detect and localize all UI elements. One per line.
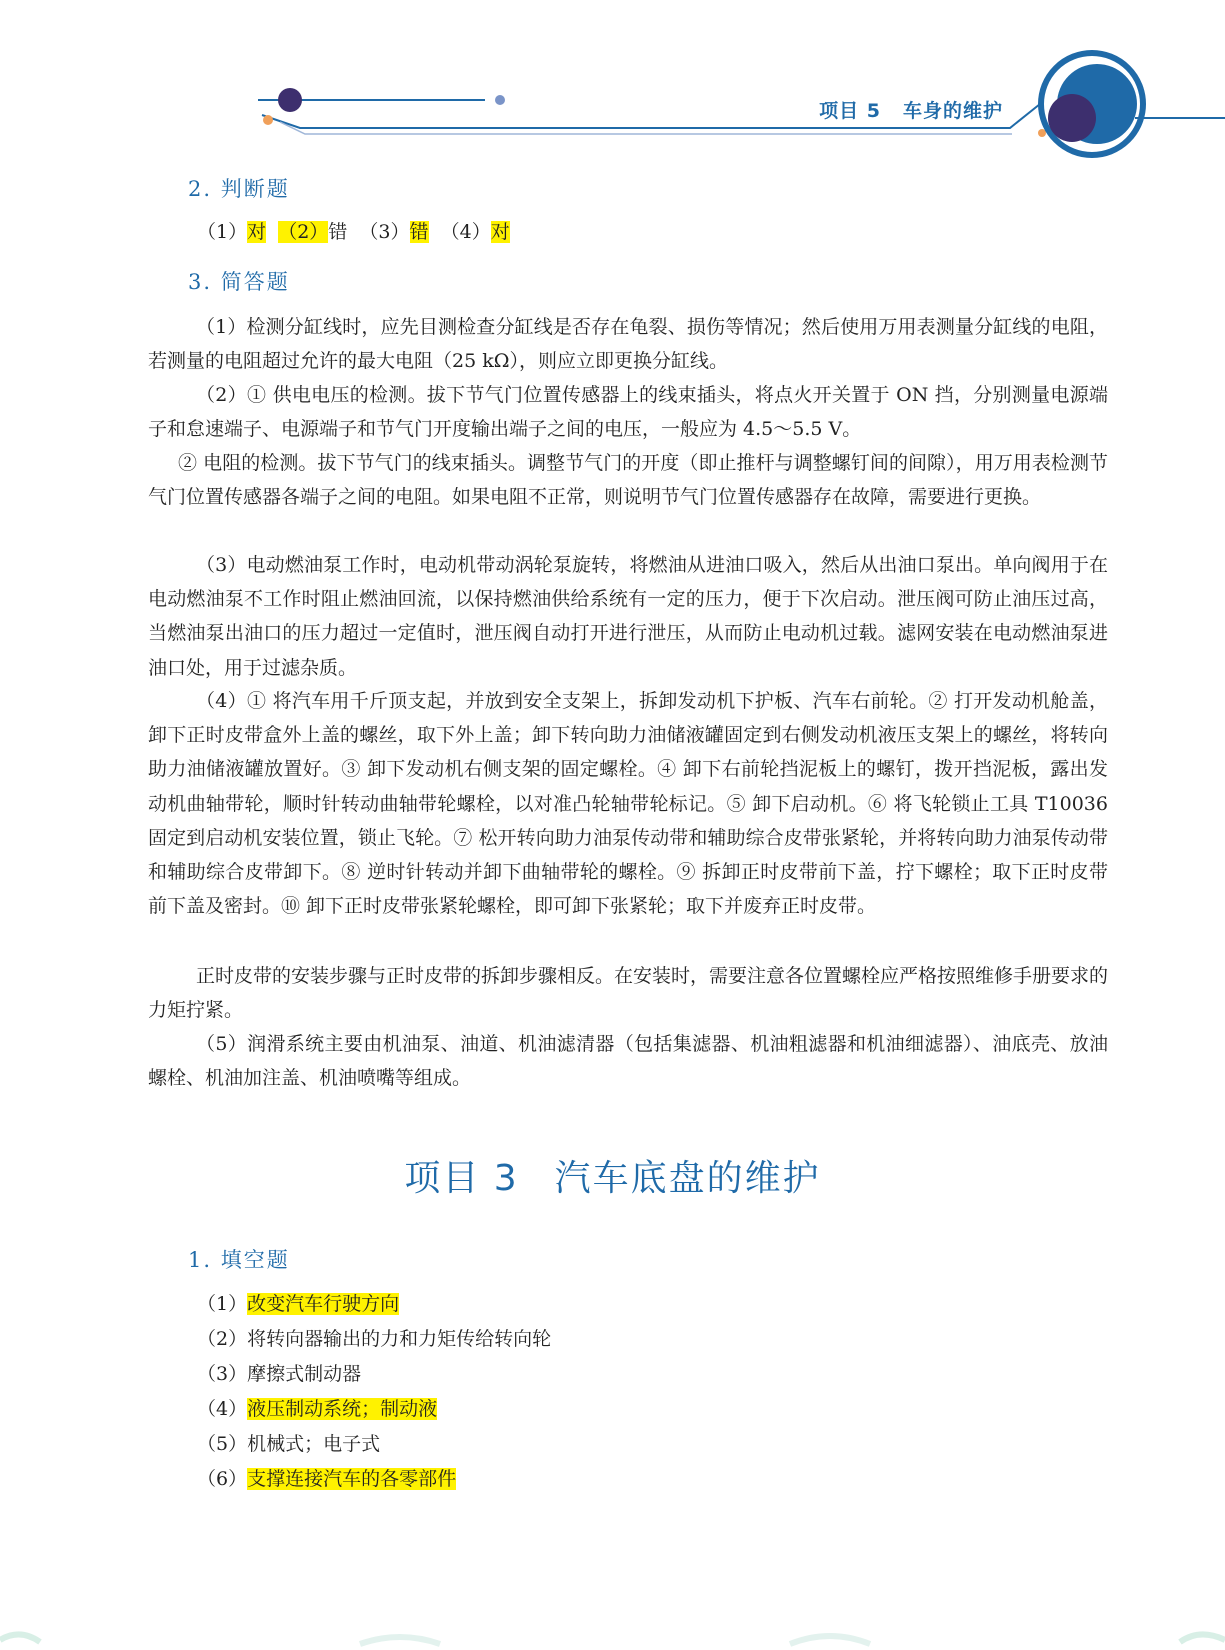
judge-heading: 2. 判断题 — [188, 177, 290, 201]
short-answer-2: （2）① 供电电压的检测。拔下节气门位置传感器上的线束插头，将点火开关置于 ON 挡，分别测量电源端子和怠速端子、电源端子和节气门开度输出端子之间的电压，一般应为 4.5～5.5 V。 — [148, 384, 1108, 441]
short-answer-4: （4）① 将汽车用千斤顶支起，并放到安全支架上，拆卸发动机下护板、汽车右前轮。② 打开发动机舱盖，卸下正时皮带盒外上盖的螺丝，取下外上盖；卸下转向助力油储液罐固定到右侧发动机液压支架上的螺丝，将转向助力油储液罐放置好。③ 卸下发动机右侧支架的固定螺栓。④ 卸下右前轮挡泥板上的螺钉，拨开挡泥板，露出发动机曲轴带轮，顺时针转动曲轴带轮螺栓，以对准凸轮轴带轮标记。⑤ 卸下启动机。⑥ 将飞轮锁止工具 T10036 固定到启动机安装位置，锁止飞轮。⑦ 松开转向助力油泵传动带和辅助综合皮带张紧轮，并将转向助力油泵传动带和辅助综合皮带卸下。⑧ 逆时针转动并卸下曲轴带轮的螺栓。⑨ 拆卸正时皮带前下盖，拧下螺栓；取下正时皮带前下盖及密封。⑩ 卸下正时皮带张紧轮螺栓，即可卸下张紧轮；取下并废弃正时皮带。 — [148, 690, 1108, 918]
footer-swash — [360, 1637, 440, 1644]
header-dot-small — [495, 95, 505, 105]
short-answer-2b: ② 电阻的检测。拔下节气门的线束插头。调整节气门的开度（即止推杆与调整螺钉间的间隙），用万用表检测节气门位置传感器各端子之间的电阻。如果电阻不正常，则说明节气门位置传感器存在故障，需要进行更换。 — [148, 452, 1108, 509]
running-head-number: 项目 5 — [819, 100, 881, 122]
fill-num: （5） — [197, 1433, 248, 1455]
fill-item — [197, 1392, 437, 1426]
header-decoration — [0, 0, 1225, 170]
short-heading: 3. 简答题 — [188, 270, 290, 294]
fill-num: （2） — [197, 1328, 248, 1350]
short-answer-3: （3）电动燃油泵工作时，电动机带动涡轮泵旋转，将燃油从进油口吸入，然后从出油口泵出。单向阀用于在电动燃油泵不工作时阻止燃油回流，以保持燃油供给系统有一定的压力，便于下次启动。泄压阀可防止油压过高，当燃油泵出油口的压力超过一定值时，泄压阀自动打开进行泄压，从而防止电动机过载。滤网安装在电动燃油泵进油口处，用于过滤杂质。 — [148, 554, 1108, 679]
project-name: 汽车底盘的维护 — [554, 1158, 821, 1199]
footer-swash — [790, 1636, 870, 1644]
fill-item — [197, 1287, 399, 1321]
fill-answer: 液压制动系统；制动液 — [247, 1398, 438, 1420]
footer-decoration — [0, 1610, 1225, 1650]
fill-item — [197, 1357, 361, 1391]
fill-heading: 1. 填空题 — [188, 1248, 290, 1272]
footer-swash — [0, 1634, 40, 1642]
header-circle-purple — [1048, 94, 1096, 142]
fill-num: （4） — [197, 1398, 248, 1420]
short-answer-1: （1）检测分缸线时，应先目测检查分缸线是否存在龟裂、损伤等情况；然后使用万用表测量分缸线的电阻，若测量的电阻超过允许的最大电阻（25 kΩ），则应立即更换分缸线。 — [148, 316, 1108, 373]
short-answer-4-note: 正时皮带的安装步骤与正时皮带的拆卸步骤相反。在安装时，需要注意各位置螺栓应严格按照维修手册要求的力矩拧紧。 — [148, 965, 1109, 1022]
judge-answer-1: 对 — [247, 221, 267, 243]
judge-num-3: （3） — [359, 221, 410, 243]
short-answer-5: （5）润滑系统主要由机油泵、油道、机油滤清器（包括集滤器、机油粗滤器和机油细滤器）、油底壳、放油螺栓、机油加注盖、机油喷嘴等组成。 — [148, 1033, 1108, 1090]
fill-answer: 将转向器输出的力和力矩传给转向轮 — [247, 1328, 552, 1350]
judge-answer-2: 错 — [328, 221, 348, 243]
header-dot-large — [278, 88, 302, 112]
judge-num-1: （1） — [197, 221, 248, 243]
fill-item — [197, 1322, 551, 1356]
running-head-title: 车身的维护 — [902, 100, 1003, 122]
project-number: 项目 3 — [404, 1158, 519, 1199]
footer-swash — [1180, 1634, 1225, 1642]
fill-num: （3） — [197, 1363, 248, 1385]
running-head — [819, 96, 1003, 123]
judge-answers — [197, 215, 510, 249]
header-dot-orange — [263, 115, 273, 125]
fill-answer: 摩擦式制动器 — [247, 1363, 362, 1385]
project-title — [0, 1150, 1225, 1201]
fill-answer: 改变汽车行驶方向 — [247, 1293, 400, 1315]
judge-answer-4: 对 — [490, 221, 510, 243]
fill-num: （6） — [197, 1468, 248, 1490]
judge-num-4: （4） — [440, 221, 491, 243]
fill-num: （1） — [197, 1293, 248, 1315]
judge-answer-3: 错 — [409, 221, 429, 243]
fill-answer: 支撑连接汽车的各零部件 — [247, 1468, 457, 1490]
fill-item — [197, 1427, 380, 1461]
fill-answer: 机械式；电子式 — [247, 1433, 381, 1455]
fill-item — [197, 1462, 456, 1496]
judge-num-2: （2） — [278, 221, 329, 243]
